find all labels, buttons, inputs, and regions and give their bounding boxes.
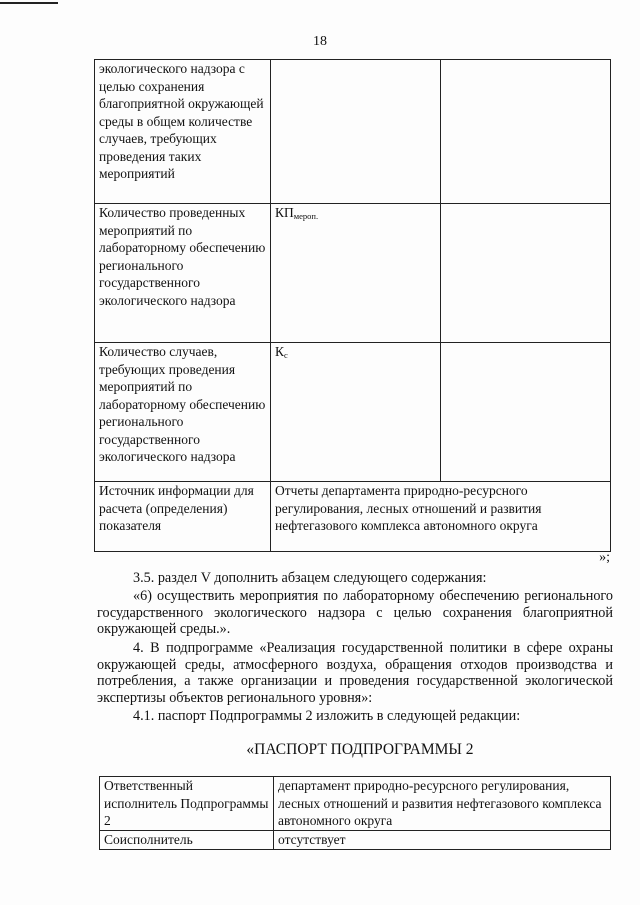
empty-cell <box>441 343 611 482</box>
paragraph-4-1: 4.1. паспорт Подпрограммы 2 изложить в следующей редакции: <box>133 708 521 724</box>
table-row <box>100 831 611 850</box>
page-corner-mark <box>0 2 58 4</box>
indicator-label: Количество проведенных мероприятий по лабораторному обеспечению регионального государственного экологического надзора <box>95 204 271 343</box>
paragraph-4: 4. В подпрограмме «Реализация государственной политики в сфере охраны окружающей среды, атмосферного воздуха, обращения отходов производства и потребления, а также организации и проведения государственной экологической экспертизы объектов регионального уровня»: <box>97 640 613 706</box>
passport-label: Соисполнитель <box>100 831 274 850</box>
table-row <box>95 482 611 552</box>
passport-value: департамент природно-ресурсного регулирования, лесных отношений и развития нефтегазового комплекса автономного округа <box>274 777 611 831</box>
table-row <box>95 343 611 482</box>
passport-label: Ответственный исполнитель Подпрограммы 2 <box>100 777 274 831</box>
indicator-table <box>94 59 611 552</box>
empty-cell <box>441 60 611 204</box>
closing-quote: »; <box>599 550 610 565</box>
passport-table <box>99 776 611 850</box>
paragraph-quote-6: «6) осуществить мероприятия по лабораторному обеспечению регионального государственного экологического надзора с целью сохранения благоприятной окружающей среды.». <box>97 588 613 637</box>
indicator-symbol <box>271 60 441 204</box>
paragraph-3-5: 3.5. раздел V дополнить абзацем следующего содержания: <box>133 570 487 586</box>
source-value: Отчеты департамента природно-ресурсного регулирования, лесных отношений и развития нефтегазового комплекса автономного округа <box>271 482 611 552</box>
table-row <box>95 204 611 343</box>
table-row <box>95 60 611 204</box>
empty-cell <box>441 204 611 343</box>
indicator-symbol: $К_с$ <box>271 343 441 482</box>
indicator-label: Количество случаев, требующих проведения мероприятий по лабораторному обеспечению регионального государственного экологического надзора <box>95 343 271 482</box>
passport-title: «ПАСПОРТ ПОДПРОГРАММЫ 2 <box>246 741 474 758</box>
page-number: 18 <box>313 34 327 49</box>
table-row <box>100 777 611 831</box>
indicator-symbol: $КП_{мероп.}$ <box>271 204 441 343</box>
indicator-label: экологического надзора с целью сохранения благоприятной окружающей среды в общем количестве случаев, требующих проведения таких мероприятий <box>95 60 271 204</box>
passport-value: отсутствует <box>274 831 611 850</box>
source-label: Источник информации для расчета (определения) показателя <box>95 482 271 552</box>
